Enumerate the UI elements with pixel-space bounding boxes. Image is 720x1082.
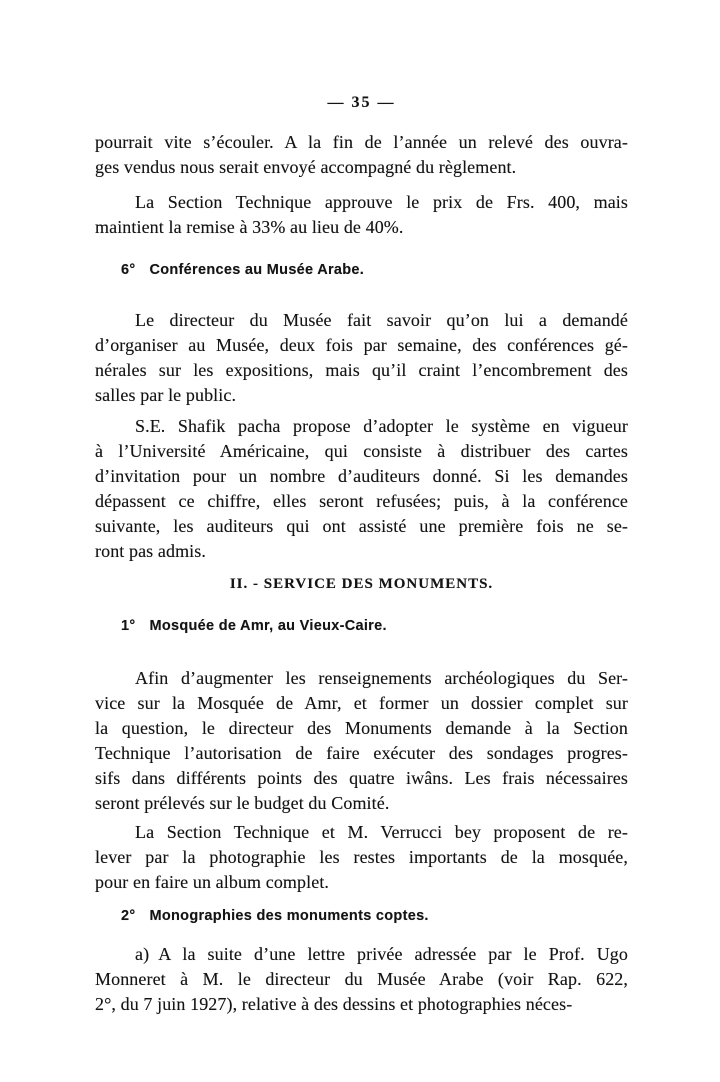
text-line: maintient la remise à 33% au lieu de 40%.	[95, 217, 404, 237]
text-line: nérales sur les expositions, mais qu’il craint l’encombrement des	[95, 360, 628, 380]
text-line: seront prélevés sur le budget du Comité.	[95, 793, 390, 813]
paragraph	[95, 414, 628, 564]
text-line: Monneret à M. le directeur du Musée Arabe (voir Rap. 622,	[95, 969, 628, 989]
text-line: S.E. Shafik pacha propose d’adopter le système en vigueur	[135, 416, 628, 436]
text-line: Afin d’augmenter les renseignements archéologiques du Ser-	[135, 668, 628, 688]
text-line: pour en faire un album complet.	[95, 872, 330, 892]
subsection-heading	[95, 616, 628, 636]
paragraph	[95, 666, 628, 816]
text-line: sifs dans différents points des quatre iwâns. Les frais nécessaires	[95, 768, 628, 788]
text-line: ront pas admis.	[95, 541, 206, 561]
subsection-number: 6°	[121, 262, 136, 278]
text-line: a) A la suite d’une lettre privée adressée par le Prof. Ugo	[135, 944, 628, 964]
text-line: 2°, du 7 juin 1927), relative à des dessins et photographies néces-	[95, 994, 573, 1014]
subsection-title: Mosquée de Amr, au Vieux-Caire.	[149, 618, 387, 634]
paragraph	[95, 820, 628, 895]
text-line: dépassent ce chiffre, elles seront refusées; puis, à la conférence	[95, 491, 628, 511]
text-line: la question, le directeur des Monuments demande à la Section	[95, 718, 628, 738]
text-line: à l’Université Américaine, qui consiste à distribuer des cartes	[95, 441, 628, 461]
text-line: suivante, les auditeurs qui ont assisté une première fois ne se-	[95, 516, 628, 536]
paragraph	[95, 190, 628, 240]
text-line: salles par le public.	[95, 385, 237, 405]
subsection-number: 2°	[121, 908, 136, 924]
paragraph	[95, 308, 628, 408]
subsection-title: Conférences au Musée Arabe.	[149, 262, 365, 278]
text-line: pourrait vite s’écouler. A la fin de l’année un relevé des ouvra-	[95, 132, 628, 152]
subsection-heading	[95, 260, 628, 280]
subsection-number: 1°	[121, 618, 136, 634]
text-line: La Section Technique et M. Verrucci bey proposent de re-	[135, 822, 628, 842]
text-line: Le directeur du Musée fait savoir qu’on lui a demandé	[135, 310, 628, 330]
paragraph	[95, 942, 628, 1017]
subsection-title: Monographies des monuments coptes.	[149, 908, 429, 924]
section-heading: II. - SERVICE DES MONUMENTS.	[229, 576, 494, 592]
text-line: lever par la photographie les restes importants de la mosquée,	[95, 847, 628, 867]
text-line: d’invitation pour un nombre d’auditeurs donné. Si les demandes	[95, 466, 628, 486]
text-line: La Section Technique approuve le prix de Frs. 400, mais	[135, 192, 628, 212]
text-line: vice sur la Mosquée de Amr, et former un dossier complet sur	[95, 693, 628, 713]
page-number: — 35 —	[327, 94, 396, 111]
text-line: d’organiser au Musée, deux fois par semaine, des conférences gé-	[95, 335, 628, 355]
text-line: ges vendus nous serait envoyé accompagné du règlement.	[95, 157, 517, 177]
subsection-heading	[95, 906, 628, 926]
paragraph-continuation	[95, 130, 628, 180]
text-line: Technique l’autorisation de faire exécuter des sondages progres-	[95, 743, 628, 763]
